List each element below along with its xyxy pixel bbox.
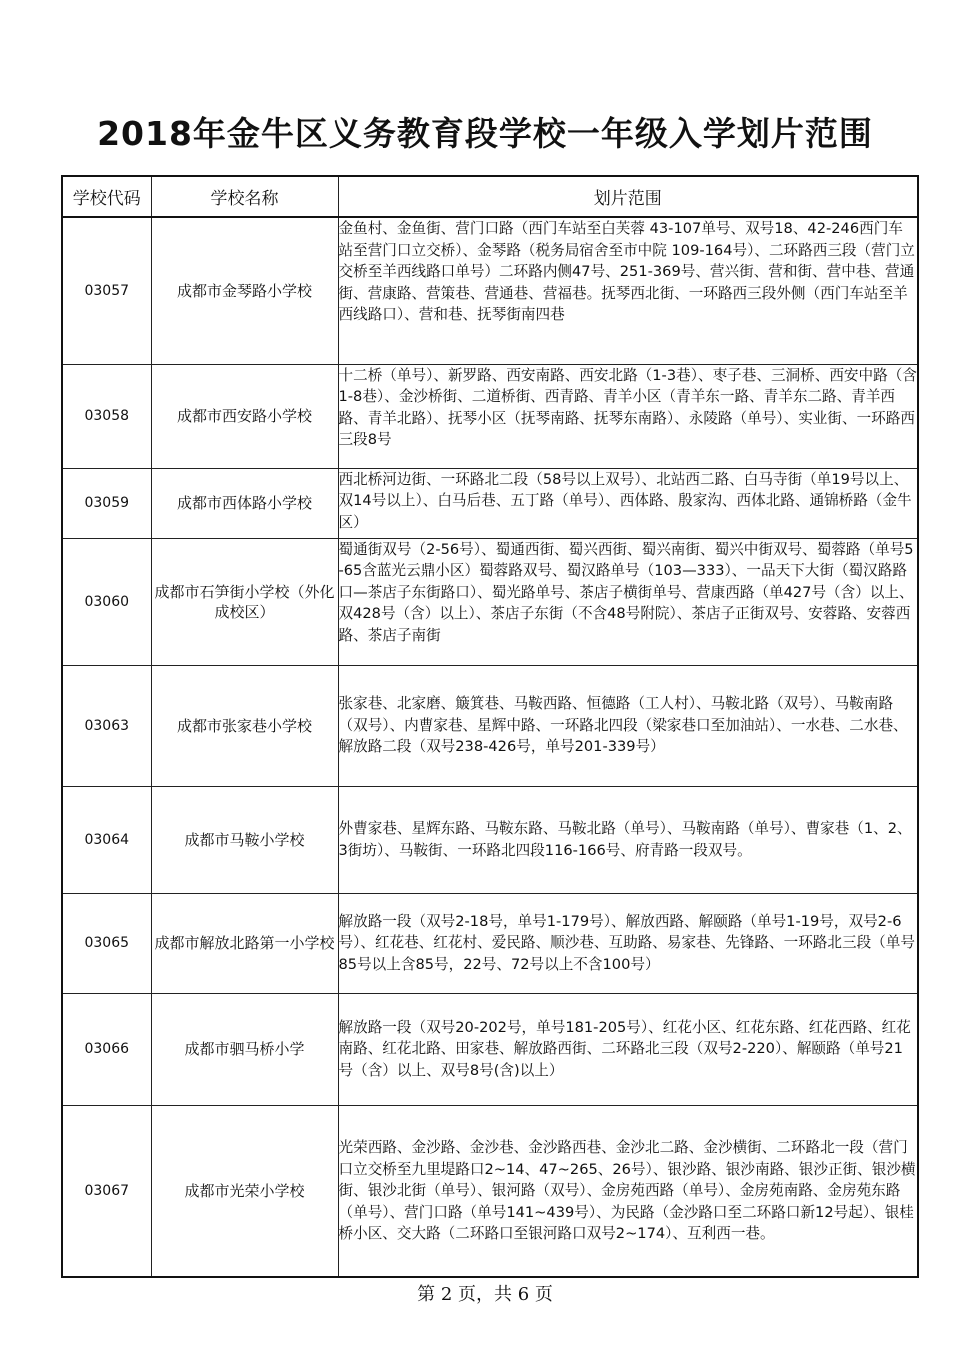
school-code: 03064	[62, 786, 151, 893]
school-name: 成都市张家巷小学校	[151, 665, 338, 786]
header-school-code: 学校代码	[62, 176, 151, 217]
table-row	[62, 538, 918, 665]
school-name: 成都市解放北路第一小学校	[151, 893, 338, 993]
school-code: 03065	[62, 893, 151, 993]
zone-range: 外曹家巷、星辉东路、马鞍东路、马鞍北路（单号）、马鞍南路（单号）、曹家巷（1、2、3街坊）、马鞍街、一环路北四段116-166号、府青路一段双号。	[338, 786, 918, 893]
table-header-row	[62, 176, 918, 217]
page-footer: 第 2 页，共 6 页	[417, 1284, 553, 1305]
school-code: 03060	[62, 538, 151, 665]
table-row	[62, 364, 918, 468]
zone-range: 解放路一段（双号20-202号，单号181-205号）、红花小区、红花东路、红花西路、红花南路、红花北路、田家巷、解放路西街、二环路北三段（双号2-220）、解颐路（单号21号（含）以上、双号8号(含)以上）	[338, 993, 918, 1105]
enrollment-zone-table	[61, 175, 919, 1278]
zone-range: 光荣西路、金沙路、金沙巷、金沙路西巷、金沙北二路、金沙横街、二环路北一段（营门口立交桥至九里堤路口2~14、47~265、26号）、银沙路、银沙南路、银沙正街、银沙横街、银沙北街（单号）、银河路（双号）、金房苑西路（单号）、金房苑南路、金房苑东路（单号）、营门口路（单号141~439号）、为民路（金沙路口至二环路口新12号起）、银桂桥小区、交大路（二环路口至银河路口双号2~174）、互利西一巷。	[338, 1105, 918, 1277]
zone-range: 解放路一段（双号2-18号，单号1-179号）、解放西路、解颐路（单号1-19号，双号2-6号）、红花巷、红花村、爱民路、顺沙巷、互助路、易家巷、先锋路、一环路北三段（单号85号以上含85号，22号、72号以上不含100号）	[338, 893, 918, 993]
table-row	[62, 893, 918, 993]
school-name: 成都市驷马桥小学	[151, 993, 338, 1105]
zone-range: 西北桥河边街、一环路北二段（58号以上双号）、北站西二路、白马寺街（单19号以上、双14号以上）、白马后巷、五丁路（单号）、西体路、殷家沟、西体北路、通锦桥路（金牛区）	[338, 468, 918, 538]
header-school-name: 学校名称	[151, 176, 338, 217]
school-name: 成都市金琴路小学校	[151, 217, 338, 364]
zone-range: 十二桥（单号）、新罗路、西安南路、西安北路（1-3巷）、枣子巷、三洞桥、西安中路（含1-8巷）、金沙桥街、二道桥街、西青路、青羊小区（青羊东一路、青羊东二路、青羊西路、青羊北路）、抚琴小区（抚琴南路、抚琴东南路）、永陵路（单号）、实业街、一环路西三段8号	[338, 364, 918, 468]
school-code: 03057	[62, 217, 151, 364]
table-row	[62, 468, 918, 538]
header-zone-range: 划片范围	[338, 176, 918, 217]
table-row	[62, 217, 918, 364]
school-code: 03059	[62, 468, 151, 538]
table-row	[62, 786, 918, 893]
school-code: 03067	[62, 1105, 151, 1277]
table-row	[62, 665, 918, 786]
school-name: 成都市西安路小学校	[151, 364, 338, 468]
zone-range: 蜀通街双号（2-56号）、蜀通西街、蜀兴西街、蜀兴南街、蜀兴中街双号、蜀蓉路（单号5-65含蓝光云鼎小区）蜀蓉路双号、蜀汉路单号（103—333）、一品天下大街（蜀汉路路口—茶店子东街路口）、蜀光路单号、茶店子横街单号、营康西路（单427号（含）以上、双428号（含）以上）、茶店子东街（不含48号附院）、茶店子正街双号、安蓉路、安蓉西路、茶店子南街	[338, 538, 918, 665]
table-row	[62, 1105, 918, 1277]
zone-range: 金鱼村、金鱼街、营门口路（西门车站至白芙蓉 43-107单号、双号18、42-246西门车站至营门口立交桥）、金琴路（税务局宿舍至市中院 109-164号）、二环路西三段（营门立交桥至羊西线路口单号）二环路内侧47号、251-369号、营兴街、营和街、营中巷、营通街、营康路、营策巷、营通巷、营福巷。抚琴西北街、一环路西三段外侧（西门车站至羊西线路口）、营和巷、抚琴街南四巷	[338, 217, 918, 364]
page-title: 2018年金牛区义务教育段学校一年级入学划片范围	[97, 114, 873, 153]
school-name: 成都市光荣小学校	[151, 1105, 338, 1277]
school-name: 成都市西体路小学校	[151, 468, 338, 538]
school-name: 成都市石笋街小学校（外化成校区）	[151, 538, 338, 665]
table-row	[62, 993, 918, 1105]
school-code: 03063	[62, 665, 151, 786]
school-code: 03066	[62, 993, 151, 1105]
school-code: 03058	[62, 364, 151, 468]
zone-range: 张家巷、北家磨、簸箕巷、马鞍西路、恒德路（工人村）、马鞍北路（双号）、马鞍南路（双号）、内曹家巷、星辉中路、一环路北四段（梁家巷口至加油站）、一水巷、二水巷、解放路二段（双号238-426号，单号201-339号）	[338, 665, 918, 786]
school-name: 成都市马鞍小学校	[151, 786, 338, 893]
